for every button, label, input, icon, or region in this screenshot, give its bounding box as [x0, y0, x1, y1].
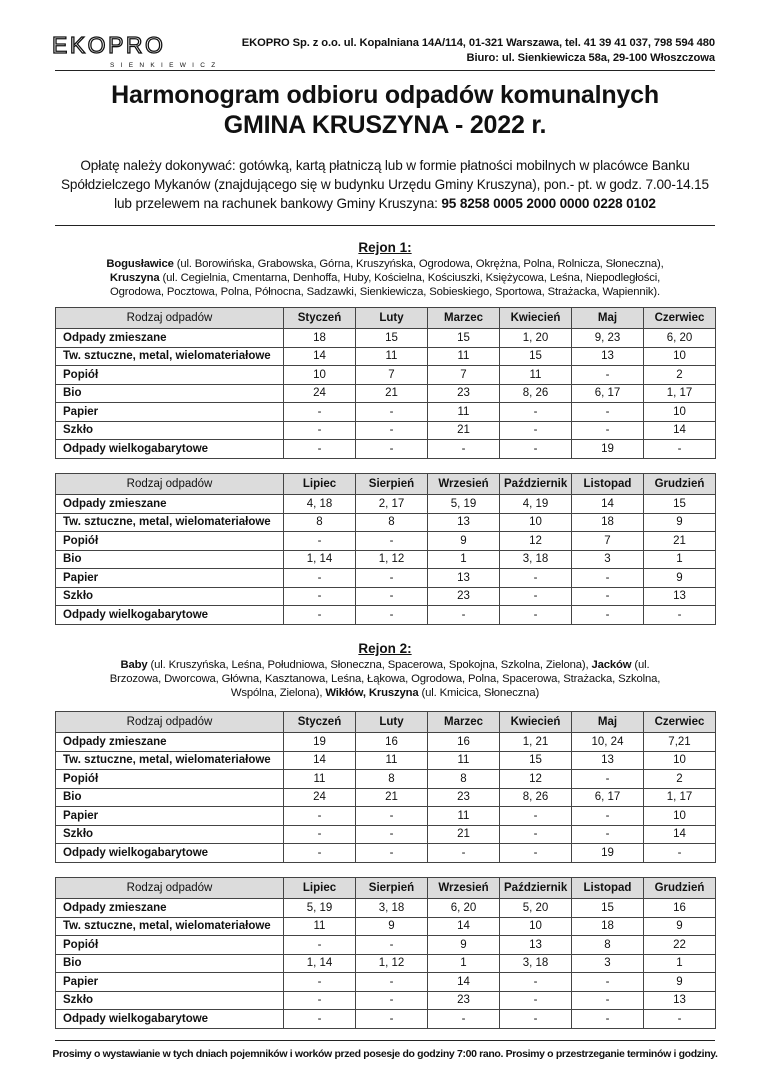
waste-type-cell: Papier: [56, 403, 284, 422]
pickup-days-cell: -: [500, 421, 572, 440]
waste-type-cell: Szkło: [56, 991, 284, 1010]
waste-type-cell: Bio: [56, 788, 284, 807]
title-line-2: GMINA KRUSZYNA - 2022 r.: [223, 111, 547, 139]
waste-type-cell: Odpady wielkogabarytowe: [56, 1010, 284, 1029]
waste-type-cell: Szkło: [56, 825, 284, 844]
column-header-month: Luty: [356, 712, 428, 733]
table-row: [56, 366, 716, 385]
table-row: [56, 788, 716, 807]
pickup-days-cell: -: [500, 587, 572, 606]
pickup-days-cell: 13: [644, 587, 716, 606]
waste-type-cell: Bio: [56, 550, 284, 569]
footer-note: Prosimy o wystawianie w tych dniach pojemników i worków przed posesje do godziny 7:00 rano. Prosimy o przestrzeganie terminów i godziny.: [52, 1048, 718, 1060]
column-header-category: Rodzaj odpadów: [56, 474, 284, 495]
pickup-days-cell: -: [644, 844, 716, 863]
column-header-month: Styczeń: [284, 712, 356, 733]
title-line-1: Harmonogram odbioru odpadów komunalnych: [111, 81, 659, 109]
account-number: 95 8258 0005 2000 0000 0228 0102: [441, 196, 656, 211]
pickup-days-cell: 1: [428, 550, 500, 569]
pickup-days-cell: 19: [572, 440, 644, 459]
pickup-days-cell: -: [356, 569, 428, 588]
pickup-days-cell: -: [644, 1010, 716, 1029]
pickup-days-cell: 2: [644, 770, 716, 789]
pickup-days-cell: -: [644, 440, 716, 459]
pickup-days-cell: 16: [428, 733, 500, 752]
street-list: (ul. Borowińska, Grabowska, Górna, Kruszyńska, Ogrodowa, Okrężna, Polna, Rolnicza, Słoneczna),: [173, 258, 664, 270]
schedule-table: [55, 711, 716, 863]
pickup-days-cell: -: [572, 569, 644, 588]
pickup-days-cell: -: [284, 421, 356, 440]
column-header-month: Lipiec: [284, 878, 356, 899]
waste-type-cell: Odpady wielkogabarytowe: [56, 440, 284, 459]
pickup-days-cell: 11: [500, 366, 572, 385]
pickup-days-cell: 18: [284, 329, 356, 348]
region-title: Rejon 1:: [358, 240, 412, 255]
pickup-days-cell: 9: [644, 917, 716, 936]
waste-type-cell: Odpady zmieszane: [56, 899, 284, 918]
pickup-days-cell: 3: [572, 954, 644, 973]
table-row: [56, 329, 716, 348]
pickup-days-cell: 9: [356, 917, 428, 936]
footer-divider: [55, 1040, 715, 1041]
table-row: [56, 532, 716, 551]
street-list: (ul. Kmicica, Słoneczna): [418, 687, 540, 699]
pickup-days-cell: 1, 20: [500, 329, 572, 348]
pickup-days-cell: 13: [428, 513, 500, 532]
pickup-days-cell: 3, 18: [500, 954, 572, 973]
table-row: [56, 917, 716, 936]
column-header-month: Listopad: [572, 474, 644, 495]
pickup-days-cell: -: [428, 844, 500, 863]
table-row: [56, 587, 716, 606]
pickup-days-cell: -: [572, 770, 644, 789]
pickup-days-cell: -: [356, 844, 428, 863]
table-header-row: [56, 712, 716, 733]
pickup-days-cell: 23: [428, 587, 500, 606]
table-row: [56, 495, 716, 514]
column-header-month: Listopad: [572, 878, 644, 899]
schedule-table: [55, 473, 716, 625]
pickup-days-cell: 7,21: [644, 733, 716, 752]
waste-type-cell: Papier: [56, 569, 284, 588]
column-header-month: Maj: [572, 308, 644, 329]
table-row: [56, 770, 716, 789]
waste-type-cell: Popiół: [56, 936, 284, 955]
pickup-days-cell: -: [284, 403, 356, 422]
header-divider: [55, 70, 715, 71]
pickup-days-cell: 23: [428, 788, 500, 807]
pickup-days-cell: 22: [644, 936, 716, 955]
region-streets: [95, 658, 675, 700]
pickup-days-cell: -: [500, 606, 572, 625]
pickup-days-cell: 7: [572, 532, 644, 551]
table-row: [56, 751, 716, 770]
waste-type-cell: Odpady zmieszane: [56, 495, 284, 514]
pickup-days-cell: -: [356, 973, 428, 992]
pickup-days-cell: 9: [644, 973, 716, 992]
pickup-days-cell: 1, 17: [644, 384, 716, 403]
pickup-days-cell: 1, 17: [644, 788, 716, 807]
pickup-days-cell: 3, 18: [356, 899, 428, 918]
pickup-days-cell: 10: [500, 513, 572, 532]
pickup-days-cell: 4, 18: [284, 495, 356, 514]
pickup-days-cell: -: [572, 973, 644, 992]
waste-type-cell: Papier: [56, 973, 284, 992]
pickup-days-cell: -: [356, 532, 428, 551]
schedule-table: [55, 307, 716, 459]
pickup-days-cell: -: [284, 825, 356, 844]
pickup-days-cell: -: [572, 366, 644, 385]
pickup-days-cell: -: [572, 807, 644, 826]
company-address: EKOPRO Sp. z o.o. ul. Kopalniana 14A/114, 01-321 Warszawa, tel. 41 39 41 037, 798 594 480: [241, 37, 715, 49]
pickup-days-cell: 24: [284, 788, 356, 807]
pickup-days-cell: 8: [356, 770, 428, 789]
table-row: [56, 899, 716, 918]
pickup-days-cell: -: [428, 1010, 500, 1029]
locality-name: Kruszyna: [109, 272, 160, 284]
waste-type-cell: Odpady zmieszane: [56, 733, 284, 752]
column-header-category: Rodzaj odpadów: [56, 878, 284, 899]
pickup-days-cell: -: [500, 844, 572, 863]
table-row: [56, 569, 716, 588]
pickup-days-cell: -: [500, 440, 572, 459]
pickup-days-cell: 14: [572, 495, 644, 514]
pickup-days-cell: 15: [500, 751, 572, 770]
pickup-days-cell: 16: [644, 899, 716, 918]
pickup-days-cell: -: [356, 403, 428, 422]
column-header-month: Czerwiec: [644, 712, 716, 733]
waste-type-cell: Tw. sztuczne, metal, wielomateriałowe: [56, 917, 284, 936]
column-header-month: Marzec: [428, 712, 500, 733]
table-row: [56, 973, 716, 992]
pickup-days-cell: -: [500, 807, 572, 826]
waste-type-cell: Odpady zmieszane: [56, 329, 284, 348]
pickup-days-cell: -: [500, 1010, 572, 1029]
pickup-days-cell: 21: [356, 384, 428, 403]
table-row: [56, 807, 716, 826]
pickup-days-cell: -: [500, 991, 572, 1010]
locality-name: Wikłów, Kruszyna: [325, 687, 419, 699]
intro-divider: [55, 225, 715, 226]
table-row: [56, 606, 716, 625]
locality-name: Bogusławice: [106, 258, 174, 270]
table-row: [56, 844, 716, 863]
pickup-days-cell: 21: [428, 825, 500, 844]
column-header-month: Styczeń: [284, 308, 356, 329]
pickup-days-cell: 13: [644, 991, 716, 1010]
schedule-table: [55, 877, 716, 1029]
pickup-days-cell: 18: [572, 513, 644, 532]
pickup-days-cell: 2, 17: [356, 495, 428, 514]
pickup-days-cell: 5, 19: [284, 899, 356, 918]
column-header-month: Sierpień: [356, 878, 428, 899]
pickup-days-cell: 12: [500, 770, 572, 789]
pickup-days-cell: 10: [644, 807, 716, 826]
pickup-days-cell: 9: [428, 532, 500, 551]
page-header: [0, 0, 770, 72]
pickup-days-cell: 9: [644, 569, 716, 588]
waste-type-cell: Bio: [56, 954, 284, 973]
column-header-month: Luty: [356, 308, 428, 329]
locality-name: Baby: [120, 659, 148, 671]
pickup-days-cell: 10: [500, 917, 572, 936]
pickup-days-cell: 5, 20: [500, 899, 572, 918]
waste-type-cell: Odpady wielkogabarytowe: [56, 844, 284, 863]
pickup-days-cell: -: [284, 844, 356, 863]
table-row: [56, 347, 716, 366]
table-row: [56, 991, 716, 1010]
pickup-days-cell: -: [572, 606, 644, 625]
pickup-days-cell: 6, 17: [572, 384, 644, 403]
pickup-days-cell: -: [284, 569, 356, 588]
pickup-days-cell: -: [572, 421, 644, 440]
pickup-days-cell: -: [356, 825, 428, 844]
street-list: (ul. Brzozowa, Dworcowa, Główna, Kasztanowa, Leśna, Łąkowa, Ogrodowa, Polna, Spacerowa, Strażacka, Szkolna, Wspólna, Zielona),: [109, 659, 661, 699]
pickup-days-cell: -: [284, 973, 356, 992]
pickup-days-cell: 8: [284, 513, 356, 532]
region-streets: [95, 257, 675, 299]
table-header-row: [56, 308, 716, 329]
pickup-days-cell: 14: [644, 825, 716, 844]
pickup-days-cell: 14: [284, 751, 356, 770]
pickup-days-cell: 3, 18: [500, 550, 572, 569]
waste-type-cell: Popiół: [56, 532, 284, 551]
pickup-days-cell: 14: [284, 347, 356, 366]
pickup-days-cell: -: [572, 991, 644, 1010]
pickup-days-cell: 9, 23: [572, 329, 644, 348]
pickup-days-cell: 15: [428, 329, 500, 348]
pickup-days-cell: -: [284, 936, 356, 955]
waste-type-cell: Odpady wielkogabarytowe: [56, 606, 284, 625]
payment-info: [55, 156, 715, 213]
pickup-days-cell: -: [356, 991, 428, 1010]
column-header-month: Grudzień: [644, 878, 716, 899]
pickup-days-cell: 8: [428, 770, 500, 789]
pickup-days-cell: -: [428, 440, 500, 459]
pickup-days-cell: 2: [644, 366, 716, 385]
pickup-days-cell: 4, 19: [500, 495, 572, 514]
pickup-days-cell: -: [500, 403, 572, 422]
pickup-days-cell: 18: [572, 917, 644, 936]
company-office: Biuro: ul. Sienkiewicza 58a, 29-100 Włoszczowa: [466, 52, 715, 64]
pickup-days-cell: 19: [284, 733, 356, 752]
pickup-days-cell: 16: [356, 733, 428, 752]
pickup-days-cell: 21: [644, 532, 716, 551]
pickup-days-cell: -: [356, 587, 428, 606]
pickup-days-cell: -: [500, 569, 572, 588]
pickup-days-cell: -: [572, 587, 644, 606]
pickup-days-cell: 15: [500, 347, 572, 366]
pickup-days-cell: -: [356, 1010, 428, 1029]
pickup-days-cell: 15: [644, 495, 716, 514]
column-header-month: Kwiecień: [500, 308, 572, 329]
street-list: (ul. Kruszyńska, Leśna, Południowa, Słoneczna, Spacerowa, Spokojna, Szkolna, Zielona),: [147, 659, 592, 671]
pickup-days-cell: 8, 26: [500, 384, 572, 403]
column-header-month: Lipiec: [284, 474, 356, 495]
pickup-days-cell: 11: [428, 751, 500, 770]
pickup-days-cell: 14: [428, 973, 500, 992]
waste-type-cell: Bio: [56, 384, 284, 403]
pickup-days-cell: 11: [284, 770, 356, 789]
pickup-days-cell: 3: [572, 550, 644, 569]
pickup-days-cell: 10: [644, 347, 716, 366]
pickup-days-cell: -: [356, 807, 428, 826]
region-title: Rejon 2:: [358, 641, 412, 656]
pickup-days-cell: 21: [428, 421, 500, 440]
pickup-days-cell: 6, 20: [428, 899, 500, 918]
ekopro-logo: [52, 32, 222, 70]
table-header-row: [56, 878, 716, 899]
pickup-days-cell: -: [284, 532, 356, 551]
waste-type-cell: Szkło: [56, 421, 284, 440]
pickup-days-cell: 1, 21: [500, 733, 572, 752]
column-header-category: Rodzaj odpadów: [56, 308, 284, 329]
pickup-days-cell: 13: [500, 936, 572, 955]
pickup-days-cell: 23: [428, 991, 500, 1010]
table-row: [56, 825, 716, 844]
pickup-days-cell: -: [644, 606, 716, 625]
pickup-days-cell: 10, 24: [572, 733, 644, 752]
pickup-days-cell: 11: [428, 807, 500, 826]
waste-type-cell: Tw. sztuczne, metal, wielomateriałowe: [56, 347, 284, 366]
table-row: [56, 384, 716, 403]
pickup-days-cell: 15: [356, 329, 428, 348]
pickup-days-cell: -: [356, 421, 428, 440]
pickup-days-cell: 23: [428, 384, 500, 403]
pickup-days-cell: 14: [428, 917, 500, 936]
waste-type-cell: Popiół: [56, 770, 284, 789]
pickup-days-cell: 1, 14: [284, 550, 356, 569]
pickup-days-cell: -: [284, 807, 356, 826]
pickup-days-cell: -: [356, 936, 428, 955]
table-row: [56, 954, 716, 973]
pickup-days-cell: 1: [428, 954, 500, 973]
pickup-days-cell: -: [284, 606, 356, 625]
logo-subtext: SIENKIEWICZ: [110, 62, 222, 69]
pickup-days-cell: 14: [644, 421, 716, 440]
pickup-days-cell: -: [284, 991, 356, 1010]
pickup-days-cell: -: [572, 403, 644, 422]
pickup-days-cell: 15: [572, 899, 644, 918]
column-header-month: Wrzesień: [428, 878, 500, 899]
pickup-days-cell: 11: [428, 347, 500, 366]
table-row: [56, 733, 716, 752]
table-row: [56, 403, 716, 422]
locality-name: Jacków: [591, 659, 632, 671]
pickup-days-cell: 8: [356, 513, 428, 532]
waste-type-cell: Tw. sztuczne, metal, wielomateriałowe: [56, 513, 284, 532]
column-header-month: Październik: [500, 474, 572, 495]
pickup-days-cell: 13: [572, 751, 644, 770]
table-row: [56, 440, 716, 459]
pickup-days-cell: 11: [428, 403, 500, 422]
pickup-days-cell: -: [500, 973, 572, 992]
pickup-days-cell: -: [572, 825, 644, 844]
pickup-days-cell: 10: [644, 403, 716, 422]
page-title: [0, 80, 770, 140]
pickup-days-cell: -: [284, 440, 356, 459]
pickup-days-cell: 11: [356, 347, 428, 366]
pickup-days-cell: -: [500, 825, 572, 844]
pickup-days-cell: 11: [356, 751, 428, 770]
waste-type-cell: Popiół: [56, 366, 284, 385]
payment-text: Opłatę należy dokonywać: gotówką, kartą płatniczą lub w formie płatności mobilnych w placówce Banku Spółdzielczego Mykanów (znajdującego się w budynku Urzędu Gminy Kruszyna), pon.- pt. w godz. 7.00-14.15 lub przelewem na rachunek bankowy Gminy Kruszyna:: [61, 158, 709, 211]
company-info: [205, 36, 715, 66]
pickup-days-cell: -: [356, 606, 428, 625]
pickup-days-cell: 9: [428, 936, 500, 955]
pickup-days-cell: 6, 20: [644, 329, 716, 348]
pickup-days-cell: 6, 17: [572, 788, 644, 807]
pickup-days-cell: 9: [644, 513, 716, 532]
logo-text: EKOPRO: [52, 32, 166, 58]
pickup-days-cell: -: [428, 606, 500, 625]
pickup-days-cell: -: [572, 1010, 644, 1029]
pickup-days-cell: 24: [284, 384, 356, 403]
pickup-days-cell: -: [284, 1010, 356, 1029]
waste-type-cell: Papier: [56, 807, 284, 826]
column-header-month: Maj: [572, 712, 644, 733]
pickup-days-cell: 19: [572, 844, 644, 863]
pickup-days-cell: 8, 26: [500, 788, 572, 807]
pickup-days-cell: 7: [356, 366, 428, 385]
column-header-month: Sierpień: [356, 474, 428, 495]
pickup-days-cell: 13: [428, 569, 500, 588]
pickup-days-cell: -: [356, 440, 428, 459]
pickup-days-cell: 12: [500, 532, 572, 551]
pickup-days-cell: 10: [644, 751, 716, 770]
column-header-month: Październik: [500, 878, 572, 899]
table-row: [56, 550, 716, 569]
pickup-days-cell: 10: [284, 366, 356, 385]
table-row: [56, 1010, 716, 1029]
pickup-days-cell: 1: [644, 954, 716, 973]
column-header-month: Grudzień: [644, 474, 716, 495]
column-header-month: Kwiecień: [500, 712, 572, 733]
pickup-days-cell: 13: [572, 347, 644, 366]
pickup-days-cell: 1, 12: [356, 954, 428, 973]
pickup-days-cell: -: [284, 587, 356, 606]
pickup-days-cell: 8: [572, 936, 644, 955]
pickup-days-cell: 1, 14: [284, 954, 356, 973]
table-row: [56, 936, 716, 955]
waste-type-cell: Tw. sztuczne, metal, wielomateriałowe: [56, 751, 284, 770]
pickup-days-cell: 21: [356, 788, 428, 807]
pickup-days-cell: 1, 12: [356, 550, 428, 569]
table-header-row: [56, 474, 716, 495]
pickup-days-cell: 5, 19: [428, 495, 500, 514]
pickup-days-cell: 1: [644, 550, 716, 569]
waste-type-cell: Szkło: [56, 587, 284, 606]
street-list: (ul. Cegielnia, Cmentarna, Denhoffa, Huby, Kościelna, Kościuszki, Księżycowa, Leśna, Niepodległości, Ogrodowa, Pocztowa, Polna, Północna, Sadzawki, Sienkiewicza, Sobieskiego, Sportowa, Strażacka, Wapiennik).: [109, 272, 661, 298]
column-header-month: Czerwiec: [644, 308, 716, 329]
pickup-days-cell: 7: [428, 366, 500, 385]
column-header-category: Rodzaj odpadów: [56, 712, 284, 733]
column-header-month: Wrzesień: [428, 474, 500, 495]
column-header-month: Marzec: [428, 308, 500, 329]
pickup-days-cell: 11: [284, 917, 356, 936]
table-row: [56, 513, 716, 532]
table-row: [56, 421, 716, 440]
